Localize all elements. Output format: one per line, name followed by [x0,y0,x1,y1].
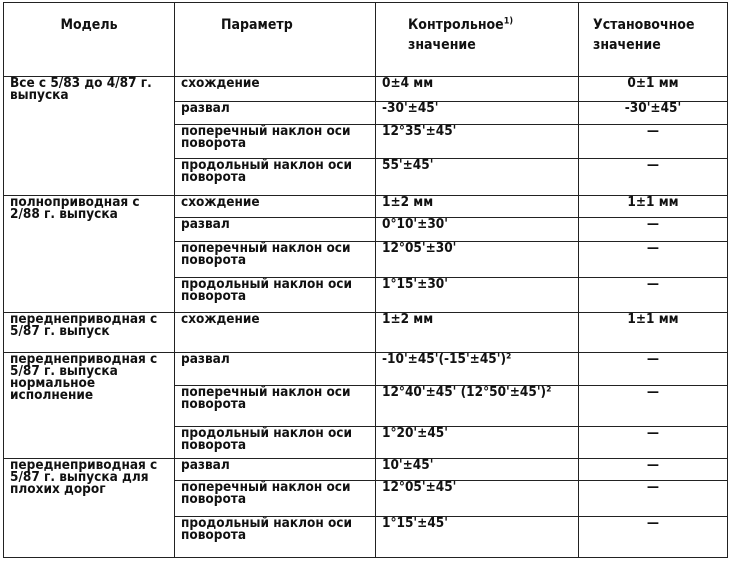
table-row [4,459,728,481]
header-param: Параметр [175,3,376,77]
model-cell: Все с 5/83 до 4/87 г. выпуска [4,77,175,196]
control-value: 12°40'±45' (12°50'±45')² [376,386,579,427]
control-value: 12°05'±30' [376,242,579,278]
model-cell: полноприводная с 2/88 г. выпуска [4,196,175,313]
model-cell: переднеприводная с 5/87 г. выпуска нормальное исполнение [4,353,175,459]
param-cell: развал [175,353,376,386]
setting-value: 1±1 мм [579,196,728,218]
param-cell: развал [175,217,376,242]
setting-value: — [579,353,728,386]
setting-value: — [579,242,728,278]
setting-value: 1±1 мм [579,313,728,353]
param-cell: поперечный наклон оси поворота [175,480,376,516]
setting-value: — [579,125,728,159]
control-value: 10'±45' [376,459,579,481]
control-value: 12°05'±45' [376,480,579,516]
setting-value: — [579,516,728,557]
param-cell: схождение [175,313,376,353]
setting-value: — [579,217,728,242]
header-setting: Установочное значение [579,3,728,77]
control-value: 1°15'±30' [376,278,579,313]
control-value: -30'±45' [376,101,579,125]
control-value: -10'±45'(-15'±45')² [376,353,579,386]
setting-value: -30'±45' [579,101,728,125]
setting-value: — [579,459,728,481]
table-row [4,353,728,386]
param-cell: продольный наклон оси поворота [175,427,376,459]
model-cell: переднеприводная с 5/87 г. выпуска для плохих дорог [4,459,175,558]
control-value: 55'±45' [376,159,579,196]
param-cell: продольный наклон оси поворота [175,159,376,196]
header-model: Модель [4,3,175,77]
setting-value: — [579,386,728,427]
param-cell: развал [175,459,376,481]
control-value: 1±2 мм [376,196,579,218]
control-value: 0°10'±30' [376,217,579,242]
param-cell: продольный наклон оси поворота [175,278,376,313]
control-value: 1°15'±45' [376,516,579,557]
control-value: 12°35'±45' [376,125,579,159]
param-cell: схождение [175,196,376,218]
header-control: Контрольное$^{1)}$ значение [376,3,579,77]
setting-value: 0±1 мм [579,77,728,102]
table-row [4,77,728,102]
control-value: 1°20'±45' [376,427,579,459]
setting-value: — [579,278,728,313]
table-row [4,313,728,353]
header-row [4,3,728,77]
setting-value: — [579,427,728,459]
param-cell: поперечный наклон оси поворота [175,386,376,427]
param-cell: поперечный наклон оси поворота [175,125,376,159]
param-cell: поперечный наклон оси поворота [175,242,376,278]
param-cell: развал [175,101,376,125]
param-cell: схождение [175,77,376,102]
table-row [4,196,728,218]
setting-value: — [579,480,728,516]
model-cell: переднеприводная с 5/87 г. выпуск [4,313,175,353]
control-value: 1±2 мм [376,313,579,353]
control-value: 0±4 мм [376,77,579,102]
param-cell: продольный наклон оси поворота [175,516,376,557]
setting-value: — [579,159,728,196]
alignment-table [3,2,728,558]
